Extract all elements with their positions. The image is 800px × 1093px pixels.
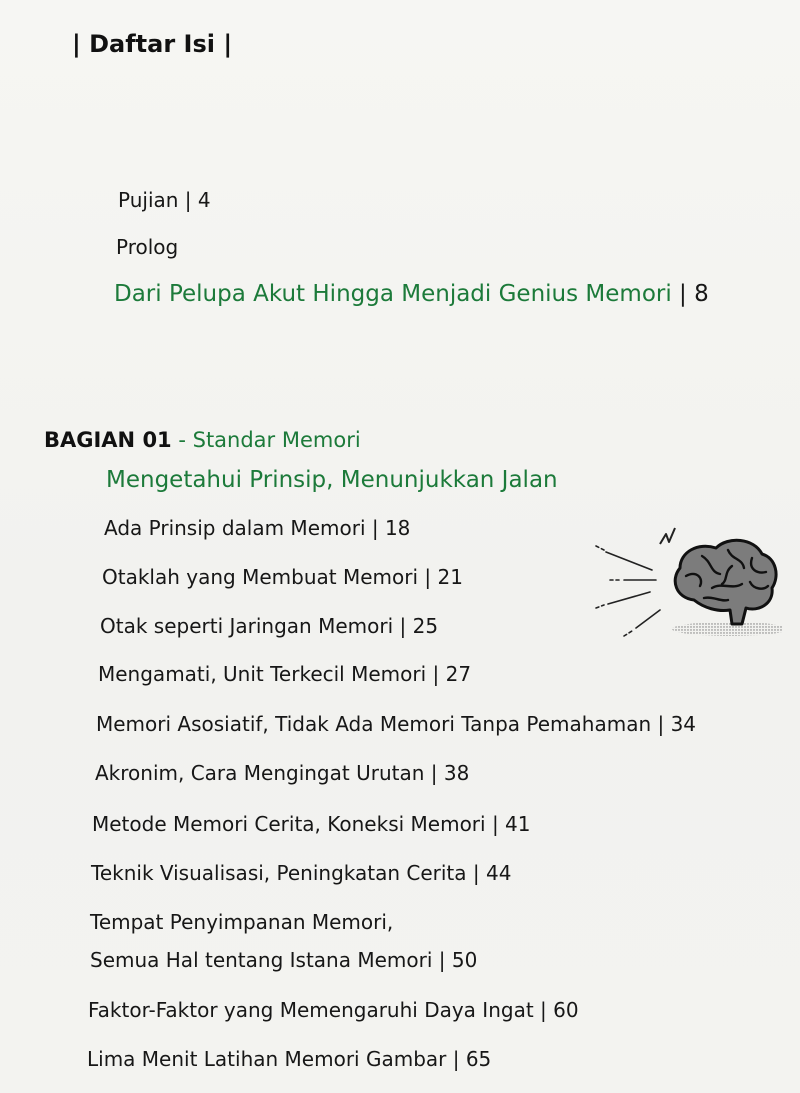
toc-entry-line-2: Semua Hal tentang Istana Memori | 50 [90,948,478,972]
brain-icon [582,518,782,648]
toc-entry: Lima Menit Latihan Memori Gambar | 65 [87,1047,492,1071]
toc-heading: | Daftar Isi | [72,30,233,58]
toc-entry-praise: Pujian | 4 [118,188,211,212]
brain-outline [675,540,776,624]
toc-entry: Metode Memori Cerita, Koneksi Memori | 41 [92,812,531,836]
spark-icon [660,528,675,544]
toc-entry-prolog [114,281,709,307]
brain-shadow [672,622,782,636]
part-label: BAGIAN 01 [44,428,172,452]
prolog-title: Dari Pelupa Akut Hingga Menjadi Genius Memori [114,281,672,307]
toc-entry-line-1: Tempat Penyimpanan Memori, [90,910,394,934]
toc-entry: Ada Prinsip dalam Memori | 18 [104,516,411,540]
toc-entry: Otaklah yang Membuat Memori | 21 [102,565,463,589]
part-title: Standar Memori [192,428,361,452]
part-subtitle: Mengetahui Prinsip, Menunjukkan Jalan [106,467,558,493]
toc-entry: Teknik Visualisasi, Peningkatan Cerita | 44 [91,861,512,885]
toc-entry: Memori Asosiatif, Tidak Ada Memori Tanpa Pemahaman | 34 [96,712,697,736]
toc-entry: Mengamati, Unit Terkecil Memori | 27 [98,662,472,686]
toc-entry: Akronim, Cara Mengingat Urutan | 38 [95,761,470,785]
radiating-lines [596,546,660,636]
toc-entry-multiline [90,903,477,979]
part-separator: - [171,428,193,452]
toc-entry: Otak seperti Jaringan Memori | 25 [100,614,439,638]
part-heading [44,428,361,452]
toc-entry: Faktor-Faktor yang Memengaruhi Daya Ingat | 60 [88,998,579,1022]
prolog-page: | 8 [671,281,709,307]
prolog-label: Prolog [116,235,179,259]
